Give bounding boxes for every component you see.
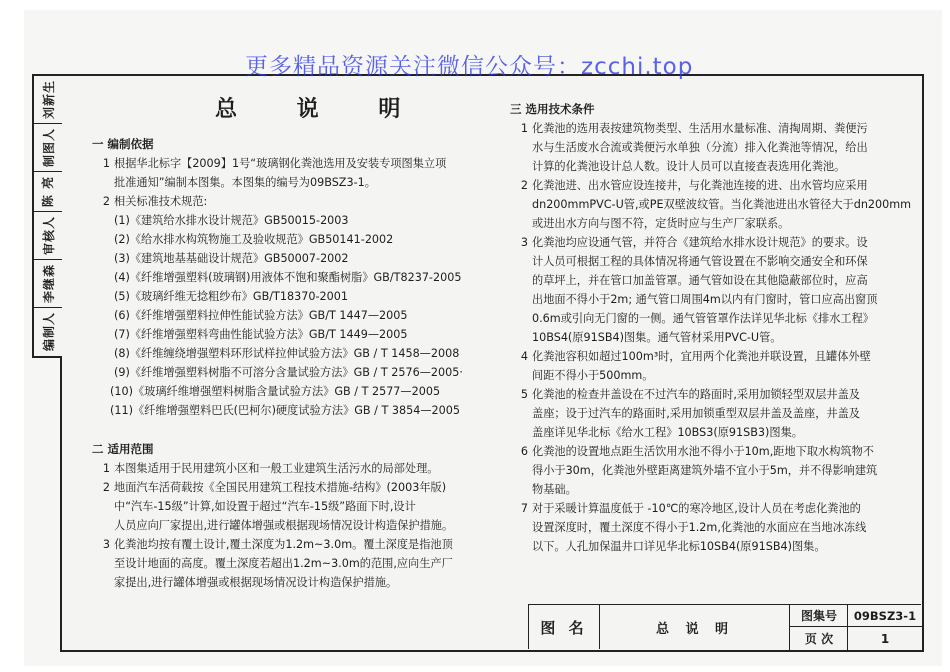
item-text: 中“汽车-15级”计算,如设置于超过“汽车-15级”路面下时,设计 [114,500,416,513]
sign-cell [34,260,62,308]
item-text: 计人员可根据工程的具体情况将通气管设置在不影响交通安全和环保 [532,255,868,268]
sign-reviewer-name: 陈 亮 [41,175,56,208]
section-heading-basis: 一 编制依据 [92,137,154,151]
left-column [92,135,492,592]
item-text: 化粪池均按有覆土设计,覆土深度为1.2m~3.0m。覆土深度是指池顶 [114,538,453,551]
list-item [510,119,910,176]
item-text: 化粪池进、出水管应设连接井，与化粪池连接的进、出水管均应采用 [532,179,868,192]
page-number-value: 1 [847,626,922,650]
item-text: 设置深度时，覆土深度不得小于1.2m,化粪池的水面应在当地冰冻线 [532,521,867,534]
list-item [92,535,492,592]
sign-cell [34,76,62,124]
standard-item: (8)《纤维缠绕增强塑料环形试样拉伸试验方法》GB / T 1458—2008 [114,347,460,360]
item-text: 盖座详见华北标《给水工程》10BS3(原91SB3)图集。 [532,426,803,439]
item-text: 本图集适用于民用建筑小区和一般工业建筑生活污水的局部处理。 [114,462,439,475]
page-number-label: 页 次 [789,626,848,650]
item-number: 3 [102,538,110,551]
item-number: 5 [520,388,528,401]
list-item [92,459,492,478]
item-text: 化粪池的设置地点距生活饮用水池不得小于10m,距地下取水构筑物不 [532,445,874,458]
item-text: 或进出水方向与图不符，定货时应与生产厂家联系。 [532,217,790,230]
item-text: 的草坪上，并在管口加盖管罩。通气管如设在其他隐蔽部位时，应高 [532,274,868,287]
item-number: 1 [520,122,528,135]
item-text: 对于采暖计算温度低于 -10℃的寒冷地区,设计人员在考虑化粪池的 [532,502,861,515]
watermark-text: 更多精品资源关注微信公众号：zcchi.top [245,54,694,80]
item-text: 化粪池的检查井盖设在不过汽车的路面时,采用加锁轻型双层井盖及 [532,388,860,401]
list-item [510,233,910,347]
item-number: 4 [520,350,528,363]
sign-cell [34,308,62,355]
item-number: 1 [102,462,110,475]
item-text: 家提出,进行罐体增强或根据现场情况设计构造保护措施。 [114,576,398,589]
item-text: 0.6m或引向无门窗的一侧。通气管管罩作法详见华北标《排水工程》 [532,312,874,325]
list-item [510,347,910,385]
standard-item: (11)《纤维增强塑料巴氏(巴柯尔)硬度试验方法》GB / T 3854—2005 [110,404,461,417]
item-text: 根据华北标字【2009】1号“玻璃钢化粪池选用及安装专项图集立项 [114,157,447,170]
list-item [92,192,492,211]
standard-item: (3)《建筑地基基础设计规范》GB50007-2002 [114,252,349,265]
item-text: 10BS4(原91SB4)图集。通气管材采用PVC-U管。 [532,331,782,344]
drawing-name-value: 总 说 明 [599,605,790,649]
item-text: 人员应向厂家提出,进行罐体增强或根据现场情况设计构造保护措施。 [114,519,454,532]
right-column [510,100,910,556]
item-text: 间距不得小于500mm。 [532,369,654,382]
item-text: 水与生活废水合流或粪便污水单独（分流）排入化粪池等情况，给出 [532,141,868,154]
list-item [510,176,910,233]
item-text: 盖座；设于过汽车的路面时,采用加锁重型双层井盖及盖座，井盖及 [532,407,860,420]
item-text: 计算的化粪池设计总人数。设计人员可以直接查表选用化粪池。 [532,160,846,173]
item-text: 至设计地面的高度。覆土深度若超出1.2m~3.0m的范围,应向生产厂 [114,557,453,570]
item-number: 7 [520,502,528,515]
title-block [528,604,921,649]
sign-cell [34,212,62,260]
item-number: 1 [102,157,110,170]
item-text: 相关标准技术规范: [114,195,208,208]
item-text: 地面汽车活荷载按《全国民用建筑工程技术措施-结构》(2003年版) [114,481,447,494]
standard-item: (6)《纤维增强塑料拉伸性能试验方法》GB/T 1447—2005 [114,309,408,322]
item-text: 以下。人孔加保温井口详见华北标10SB4(原91SB4)图集。 [532,540,826,553]
section-heading-scope: 二 适用范围 [92,442,154,456]
standard-item: (7)《纤维增强塑料弯曲性能试验方法》GB/T 1449—2005 [114,328,408,341]
standard-item: (10)《玻璃纤维增强塑料树脂含量试验方法》GB / T 2577—2005 [110,385,441,398]
sign-strip [32,74,62,358]
item-number: 6 [520,445,528,458]
sign-compiler-label: 编制人 [41,311,56,352]
sign-compiler-name: 李继森 [41,263,56,304]
standard-item: (9)《纤维增强塑料树脂不可溶分含量试验方法》GB / T 2576—2005· [114,366,463,379]
sign-drafter-label: 制图人 [41,127,56,168]
list-item [510,385,910,442]
list-item [510,499,910,556]
item-number: 2 [102,481,110,494]
item-text: 得小于30m，化粪池外壁距离建筑外墙不宜小于5m，并不得影响建筑 [532,464,878,477]
standard-item: (5)《玻璃纤维无捻粗纱布》GB/T18370-2001 [114,290,348,303]
sign-cell [34,124,62,172]
list-item [92,154,492,192]
item-text: dn200mmPVC-U管,或PE双壁波纹管。当化粪池进出水管径大于dn200mm [532,198,912,211]
sign-cell [34,172,62,212]
list-item [510,442,910,499]
page-title: 总 说 明 [215,97,427,122]
item-number: 2 [102,195,110,208]
item-number: 2 [520,179,528,192]
list-item [92,478,492,535]
section-heading-conditions: 三 选用技术条件 [510,102,595,116]
standard-item: (1)《建筑给水排水设计规范》GB50015-2003 [114,214,349,227]
atlas-number-label: 图集号 [789,605,848,626]
item-text: 出地面不得小于2m; 通气管口周围4m以内有门窗时，管口应高出窗顶 [532,293,878,306]
item-text: 化粪池均应设通气管，并符合《建筑给水排水设计规范》的要求。设 [532,236,868,249]
item-text: 批准通知”编制本图集。本图集的编号为09BSZ3-1。 [114,176,376,189]
sign-reviewer-label: 审核人 [41,215,56,256]
item-number: 3 [520,236,528,249]
standard-item: (2)《给水排水构筑物施工及验收规范》GB50141-2002 [114,233,394,246]
item-text: 化粪池容积如超过100m³时，宜用两个化粪池并联设置，且罐体外壁 [532,350,871,363]
item-text: 化粪池的选用表按建筑物类型、生活用水量标准、清掏周期、粪便污 [532,122,868,135]
drawing-name-label: 图 名 [540,618,588,637]
atlas-number-value: 09BSZ3-1 [847,605,922,626]
item-text: 物基础。 [532,483,577,496]
standard-item: (4)《纤维增强塑料(玻璃钢)用液体不饱和聚酯树脂》GB/T8237-2005 [114,271,462,284]
sign-drafter-name: 刘新生 [41,79,56,120]
